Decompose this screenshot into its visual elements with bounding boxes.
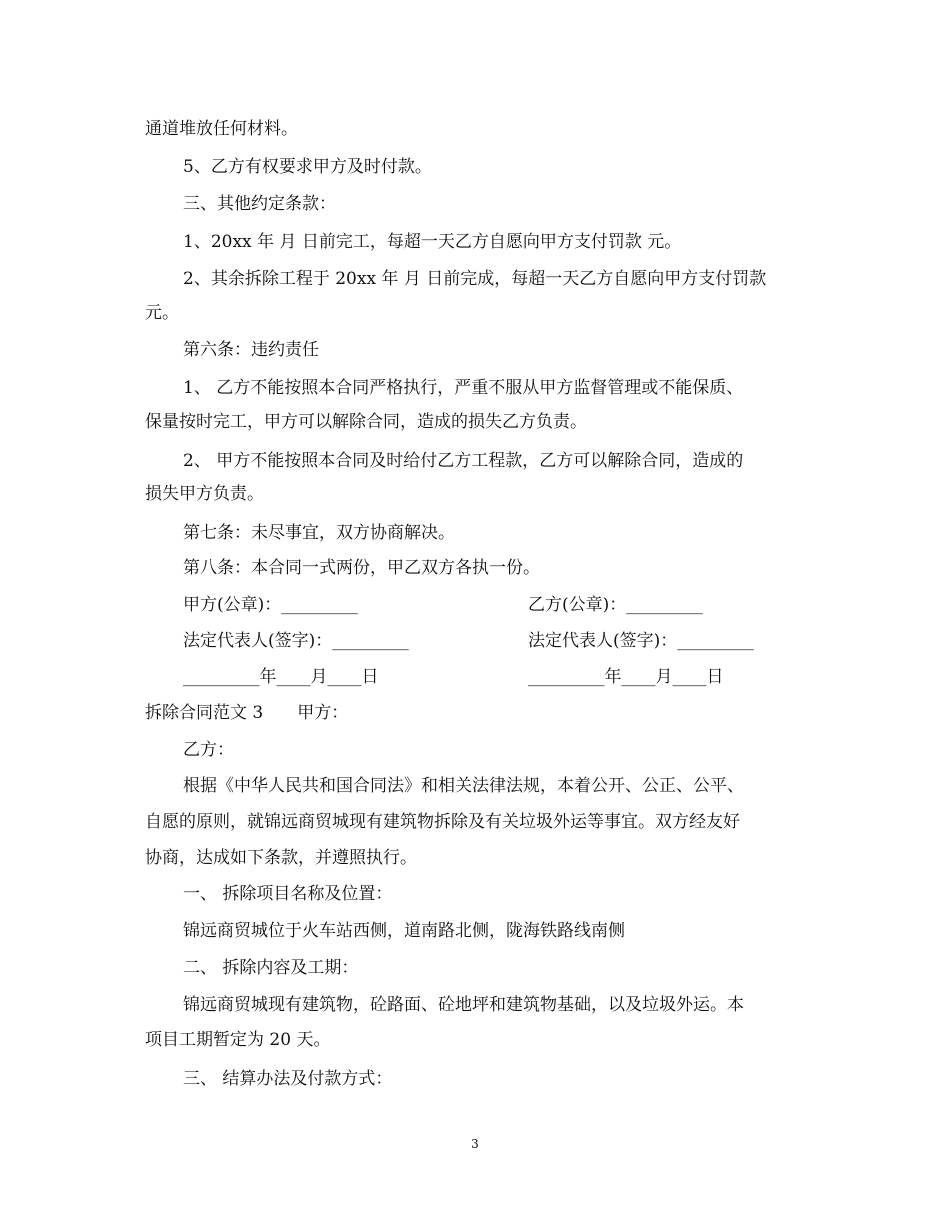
paragraph-line: 2、 甲方不能按照本合同及时给付乙方工程款，乙方可以解除合同，造成的	[183, 451, 744, 471]
paragraph-line: 5、乙方有权要求甲方及时付款。	[183, 157, 432, 177]
article-heading: 第六条：违约责任	[183, 340, 319, 360]
party-b-representative-line: 法定代表人(签字)：_________	[528, 631, 754, 651]
section-heading: 三、 结算办法及付款方式：	[183, 1069, 393, 1089]
paragraph-line: 锦远商贸城现有建筑物，砼路面、砼地坪和建筑物基础，以及垃圾外运。本	[183, 995, 744, 1015]
paragraph-line: 通道堆放任何材料。	[145, 119, 298, 139]
party-b-date-line: _________年____月____日	[528, 667, 724, 687]
party-b-seal-line: 乙方(公章)：_________	[528, 595, 703, 615]
paragraph-line: 1、20xx 年 月 日前完工，每超一天乙方自愿向甲方支付罚款 元。	[183, 232, 682, 252]
paragraph-line: 保量按时完工，甲方可以解除合同，造成的损失乙方负责。	[145, 412, 587, 432]
paragraph-line: 项目工期暂定为 20 天。	[145, 1030, 331, 1050]
paragraph-line: 元。	[145, 303, 179, 323]
paragraph-line: 锦远商贸城位于火车站西侧，道南路北侧，陇海铁路线南侧	[183, 921, 625, 941]
section-heading: 二、 拆除内容及工期：	[183, 958, 359, 978]
paragraph-line: 协商，达成如下条款，并遵照执行。	[145, 848, 417, 868]
paragraph-line: 根据《中华人民共和国合同法》和相关法律法规，本着公开、公正、公平、	[183, 776, 744, 796]
paragraph-line: 自愿的原则，就锦远商贸城现有建筑物拆除及有关垃圾外运等事宜。双方经友好	[145, 812, 740, 832]
paragraph-line: 2、其余拆除工程于 20xx 年 月 日前完成，每超一天乙方自愿向甲方支付罚款	[183, 269, 767, 289]
section-heading: 一、 拆除项目名称及位置：	[183, 884, 393, 904]
party-a-seal-line: 甲方(公章)：_________	[183, 595, 358, 615]
contract-title-line: 拆除合同范文 3 甲方：	[145, 703, 349, 723]
party-a-representative-line: 法定代表人(签字)：_________	[183, 631, 409, 651]
article-heading: 第七条：未尽事宜，双方协商解决。	[183, 523, 455, 543]
page-number: 3	[471, 1137, 479, 1151]
party-a-date-line: _________年____月____日	[183, 667, 379, 687]
section-heading: 三、其他约定条款：	[183, 194, 336, 214]
article-heading: 第八条：本合同一式两份，甲乙双方各执一份。	[183, 558, 540, 578]
paragraph-line: 损失甲方负责。	[145, 484, 264, 504]
paragraph-line: 1、 乙方不能按照本合同严格执行，严重不服从甲方监督管理或不能保质、	[183, 378, 744, 398]
paragraph-line: 乙方：	[183, 740, 234, 760]
